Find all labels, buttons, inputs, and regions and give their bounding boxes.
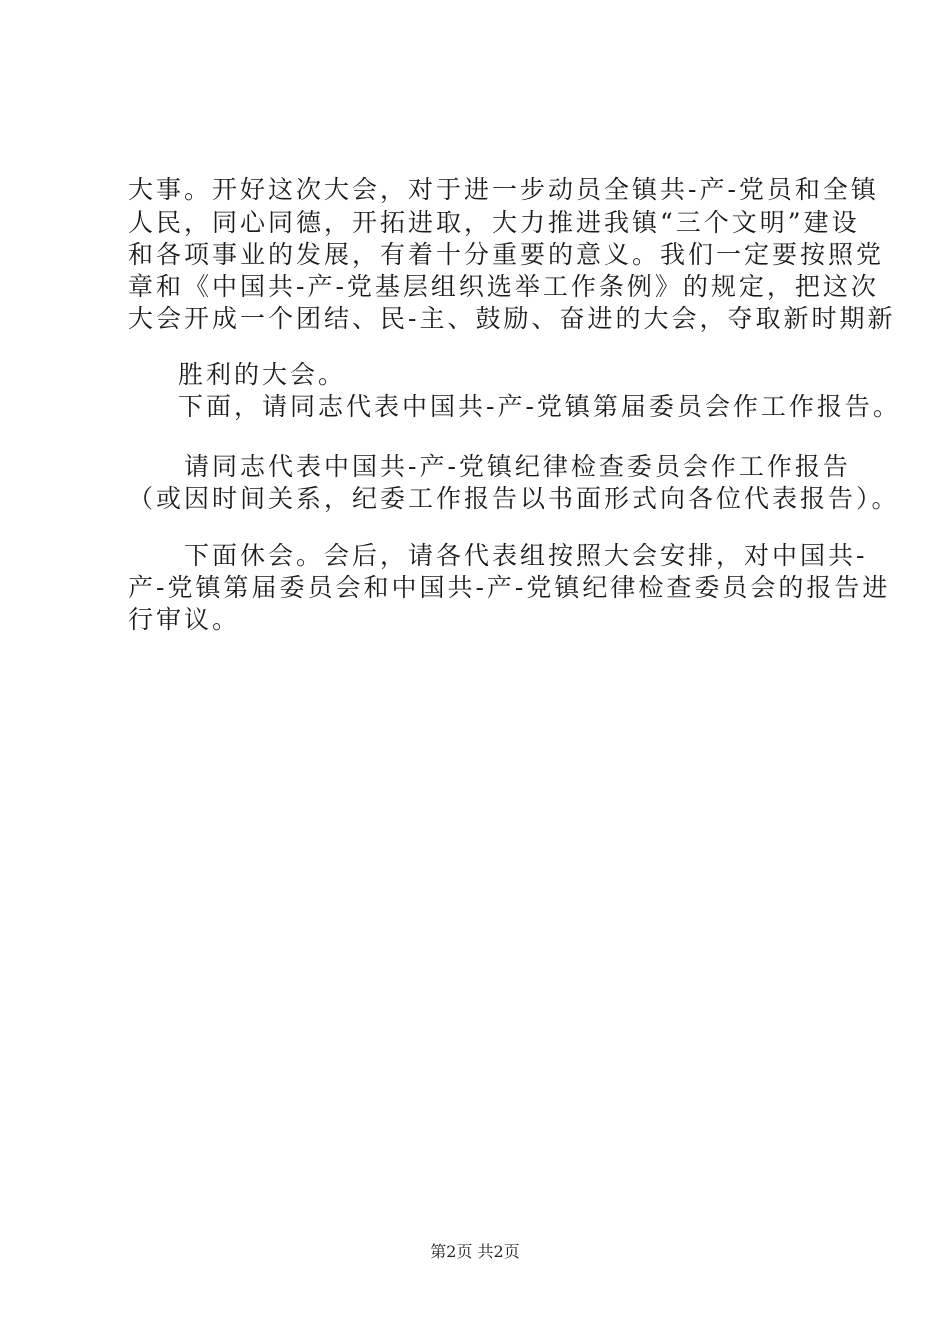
paragraph-line: 人民，同心同德，开拓进取，大力推进我镇“三个文明”建设 (128, 208, 860, 237)
paragraph-line: 大会开成一个团结、民-主、鼓励、奋进的大会，夺取新时期新 (128, 304, 896, 333)
paragraph-line: 请同志代表中国共-产-党镇纪律检查委员会作工作报告 (184, 452, 851, 481)
page-footer: 第2页 共2页 (430, 1242, 520, 1261)
paragraph-line: 章和《中国共-产-党基层组织选举工作条例》的规定，把这次 (128, 272, 879, 301)
paragraph-line: 胜利的大会。 (178, 360, 347, 389)
paragraph-line: 下面休会。会后，请各代表组按照大会安排，对中国共- (184, 541, 868, 570)
paragraph-line: 行审议。 (128, 605, 241, 634)
paragraph-line: 产-党镇第届委员会和中国共-产-党镇纪律检查委员会的报告进 (128, 573, 891, 602)
paragraph-line: （或因时间关系，纪委工作报告以书面形式向各位代表报告）。 (128, 484, 900, 513)
paragraph-line: 和各项事业的发展，有着十分重要的意义。我们一定要按照党 (128, 240, 885, 269)
paragraph-line: 大事。开好这次大会，对于进一步动员全镇共-产-党员和全镇 (128, 175, 879, 204)
paragraph-line: 下面，请同志代表中国共-产-党镇第届委员会作工作报告。 (178, 392, 901, 421)
